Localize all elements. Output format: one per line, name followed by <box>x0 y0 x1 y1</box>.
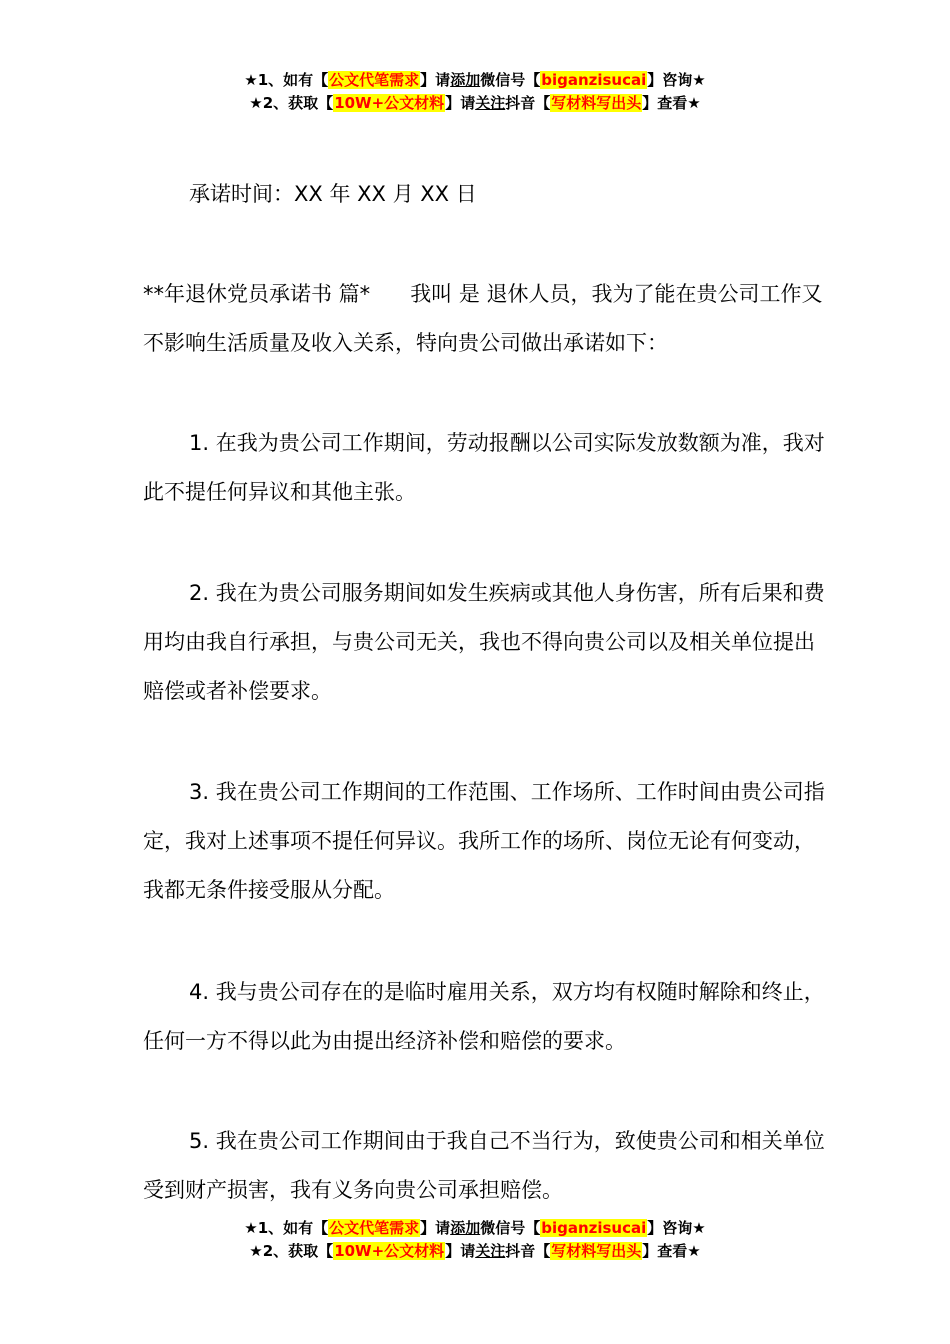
banner-line-2 <box>0 92 950 115</box>
commit-time: 承诺时间：XX 年 XX 月 XX 日 <box>189 182 477 206</box>
banner-text: 】请 <box>445 94 476 112</box>
commitment-item-2: 2. 我在为贵公司服务期间如发生疾病或其他人身伤害，所有后果和费用均由我自行承担，与贵公司无关，我也不得向贵公司以及相关单位提出赔偿或者补偿要求。 <box>143 581 825 703</box>
banner-text: ★1、如有【 <box>244 1219 329 1237</box>
banner-text: 抖音【 <box>505 94 551 112</box>
banner-text: 】请 <box>445 1242 476 1260</box>
highlight-douyin-id: 写材料写出头 <box>551 94 642 112</box>
underlined-text: 添加 <box>450 71 481 89</box>
banner-text: 】请 <box>420 1219 451 1237</box>
highlight-materials: 10W+公文材料 <box>334 94 445 112</box>
banner-text: ★2、获取【 <box>249 1242 334 1260</box>
banner-line-1 <box>0 1217 950 1240</box>
commitment-item-5: 5. 我在贵公司工作期间由于我自己不当行为，致使贵公司和相关单位受到财产损害，我有义务向贵公司承担赔偿。 <box>143 1129 825 1202</box>
commitment-item-3: 3. 我在贵公司工作期间的工作范围、工作场所、工作时间由贵公司指定，我对上述事项不提任何异议。我所工作的场所、岗位无论有何变动，我都无条件接受服从分配。 <box>143 780 825 902</box>
banner-text: 抖音【 <box>505 1242 551 1260</box>
intro-text: 我叫 是 退休人员，我为了能在贵公司工作又不影响生活质量及收入关系，特向贵公司做出承诺如下： <box>143 282 823 355</box>
highlight-service: 公文代笔需求 <box>329 1219 420 1237</box>
banner-text: 】查看★ <box>642 94 701 112</box>
bottom-banner <box>0 1217 950 1263</box>
top-banner <box>0 69 950 115</box>
highlight-wechat-id: biganzisucai <box>541 1219 647 1237</box>
banner-line-2 <box>0 1240 950 1263</box>
banner-line-1 <box>0 69 950 92</box>
banner-text: 微信号【 <box>480 1219 541 1237</box>
underlined-text: 关注 <box>475 94 506 112</box>
banner-text: 】咨询★ <box>647 1219 706 1237</box>
highlight-douyin-id: 写材料写出头 <box>551 1242 642 1260</box>
banner-text: 】请 <box>420 71 451 89</box>
commitment-item-1: 1. 在我为贵公司工作期间，劳动报酬以公司实际发放数额为准，我对此不提任何异议和其他主张。 <box>143 431 825 504</box>
underlined-text: 关注 <box>475 1242 506 1260</box>
banner-text: 微信号【 <box>480 71 541 89</box>
banner-text: 】查看★ <box>642 1242 701 1260</box>
banner-text: ★1、如有【 <box>244 71 329 89</box>
banner-text: 】咨询★ <box>647 71 706 89</box>
banner-text: ★2、获取【 <box>249 94 334 112</box>
highlight-service: 公文代笔需求 <box>329 71 420 89</box>
highlight-wechat-id: biganzisucai <box>541 71 647 89</box>
intro-paragraph <box>143 270 833 368</box>
underlined-text: 添加 <box>450 1219 481 1237</box>
highlight-materials: 10W+公文材料 <box>334 1242 445 1260</box>
inline-heading: **年退休党员承诺书 篇* <box>143 282 371 306</box>
commitment-item-4: 4. 我与贵公司存在的是临时雇用关系，双方均有权随时解除和终止，任何一方不得以此为由提出经济补偿和赔偿的要求。 <box>143 980 825 1053</box>
